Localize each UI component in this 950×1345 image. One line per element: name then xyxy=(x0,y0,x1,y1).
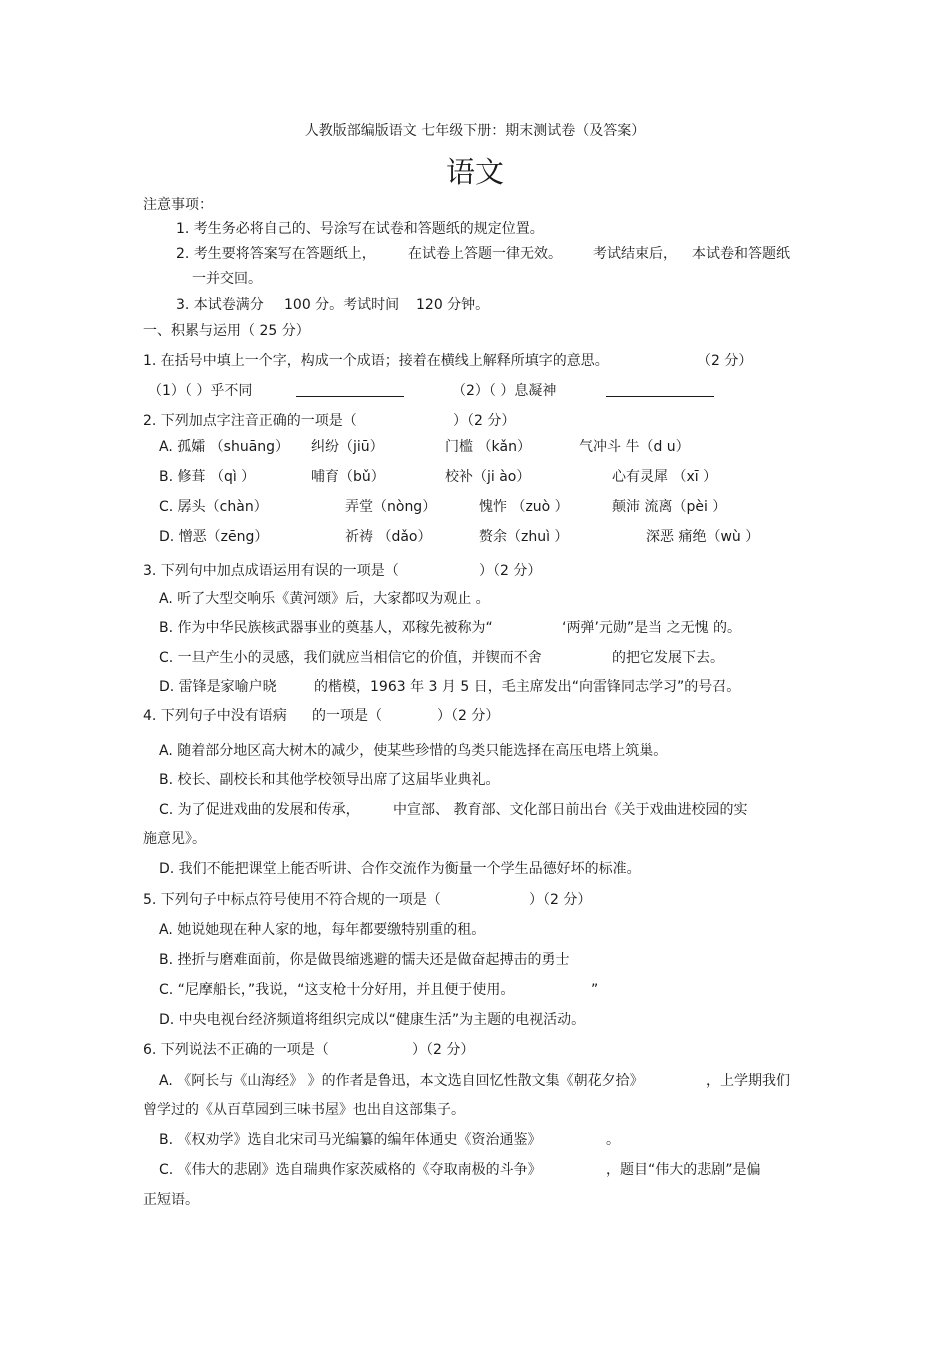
q2-option-a-4: 气冲斗 牛（d u） xyxy=(579,439,690,455)
note-2a: 2. 考生要将答案写在答题纸上， xyxy=(176,246,376,262)
q4-stem-1: 4. 下列句子中没有语病 xyxy=(143,708,287,724)
q2-option-d-1: D. 憎恶（zēng） xyxy=(159,529,269,545)
q2-score: ）（2 分） xyxy=(453,413,516,429)
q1-item1: （1）（ ）乎不同 xyxy=(148,383,253,399)
q4-score: ）（2 分） xyxy=(437,708,500,724)
q2-option-b-4: 心有灵犀 （xī ） xyxy=(612,469,718,485)
q2-option-b-1: B. 修葺 （qì ） xyxy=(159,469,256,485)
q5-option-a: A. 她说她现在种人家的地，每年都要缴特别重的租。 xyxy=(159,922,486,938)
note-2d: 本试卷和答题纸 xyxy=(692,246,790,262)
q3-option-b-2: ‘两弹’元勋”是当 之无愧 的。 xyxy=(562,620,742,636)
section-heading: 一、积累与运用（ 25 分） xyxy=(143,323,310,339)
q4-option-d: D. 我们不能把课堂上能否听讲、合作交流作为衡量一个学生品德好坏的标准。 xyxy=(159,861,641,877)
q2-option-c-4: 颠沛 流离（pèi ） xyxy=(612,499,727,515)
q4-option-c-3: 施意见》。 xyxy=(143,831,206,847)
note-2e: 一并交回。 xyxy=(192,271,262,287)
q2-option-d-2: 祈祷 （dǎo） xyxy=(345,529,432,545)
q2-option-a-2: 纠纷（jiū） xyxy=(311,439,384,455)
q3-option-d-1: D. 雷锋是家喻户晓 xyxy=(159,679,277,695)
q2-option-d-4: 深恶 痛绝（wù ） xyxy=(646,529,760,545)
q4-stem-2: 的一项是（ xyxy=(312,708,382,724)
q3-option-c-2: 的把它发展下去。 xyxy=(612,650,724,666)
q1-score: （2 分） xyxy=(697,353,753,369)
q3-option-a: A. 听了大型交响乐《黄河颂》后，大家都叹为观止 。 xyxy=(159,591,490,607)
q1-stem: 1. 在括号中填上一个字，构成一个成语；接着在横线上解释所填字的意思。 xyxy=(143,353,609,369)
note-3b: 100 分。考试时间 xyxy=(284,297,400,313)
q5-option-c-1: C. “尼摩船长，”我说，“这支枪十分好用，并且便于使用。 xyxy=(159,982,515,998)
q2-option-b-3: 校补（ji ào） xyxy=(445,469,531,485)
note-3a: 3. 本试卷满分 xyxy=(176,297,264,313)
q6-score: ）（2 分） xyxy=(412,1042,475,1058)
q3-option-c-1: C. 一旦产生小的灵感，我们就应当相信它的价值，并锲而不舍 xyxy=(159,650,542,666)
note-2b: 在试卷上答题一律无效。 xyxy=(408,246,562,262)
q2-option-a-3: 门槛 （kǎn） xyxy=(445,439,532,455)
note-1: 1. 考生务必将自己的、号涂写在试卷和答题纸的规定位置。 xyxy=(176,221,544,237)
q2-option-d-3: 赘余（zhuì ） xyxy=(479,529,569,545)
page-title: 语文 xyxy=(445,155,504,189)
q6-option-c-3: 正短语。 xyxy=(143,1192,199,1208)
q6-option-a-1: A. 《阿长与《山海经》 》的作者是鲁迅，本文选自回忆性散文集《朝花夕拾》 xyxy=(159,1073,644,1089)
exam-header: 人教版部编版语文 七年级下册：期末测试卷（及答案） xyxy=(304,123,646,139)
q4-option-c-2: 中宣部、 教育部、文化部日前出台《关于戏曲进校园的实 xyxy=(393,802,748,818)
q6-option-a-2: ，上学期我们 xyxy=(706,1073,790,1089)
q1-blank2[interactable] xyxy=(606,382,714,400)
q5-stem: 5. 下列句子中标点符号使用不符合规的一项是（ xyxy=(143,892,441,908)
q5-option-b: B. 挫折与磨难面前，你是做畏缩逃避的懦夫还是做奋起搏击的勇士 xyxy=(159,952,570,968)
q1-item2: （2）（ ）息凝神 xyxy=(452,383,557,399)
q1-blank1[interactable] xyxy=(296,382,404,400)
q6-option-c-2: ，题目“伟大的悲剧”是偏 xyxy=(606,1162,761,1178)
q4-option-b: B. 校长、副校长和其他学校领导出席了这届毕业典礼。 xyxy=(159,772,500,788)
note-3c: 120 分钟。 xyxy=(416,297,490,313)
q2-option-c-2: 弄堂（nòng） xyxy=(345,499,437,515)
q3-option-d-2: 的楷模，1963 年 3 月 5 日，毛主席发出“向雷锋同志学习”的号召。 xyxy=(314,679,741,695)
q3-stem: 3. 下列句中加点成语运用有误的一项是（ xyxy=(143,563,399,579)
q6-stem: 6. 下列说法不正确的一项是（ xyxy=(143,1042,329,1058)
q2-option-c-3: 愧怍 （zuò ） xyxy=(479,499,569,515)
q3-option-b-1: B. 作为中华民族核武器事业的奠基人，邓稼先被称为“ xyxy=(159,620,493,636)
q6-option-c-1: C. 《伟大的悲剧》选自瑞典作家茨威格的《夺取南极的斗争》 xyxy=(159,1162,542,1178)
q2-option-b-2: 哺育（bǔ） xyxy=(311,469,385,485)
q2-option-c-1: C. 孱头（chàn） xyxy=(159,499,268,515)
q3-score: ）（2 分） xyxy=(479,563,542,579)
q5-option-c-2: ” xyxy=(591,982,599,998)
q2-option-a-1: A. 孤孀 （shuāng） xyxy=(159,439,290,455)
q2-stem: 2. 下列加点字注音正确的一项是（ xyxy=(143,413,357,429)
q6-option-a-3: 曾学过的《从百草园到三味书屋》也出自这部集子。 xyxy=(143,1102,465,1118)
q4-option-a: A. 随着部分地区高大树木的减少，使某些珍惜的鸟类只能选择在高压电塔上筑巢。 xyxy=(159,743,668,759)
q5-option-d: D. 中央电视台经济频道将组织完成以“健康生活”为主题的电视活动。 xyxy=(159,1012,586,1028)
q6-option-b-1: B. 《权劝学》选自北宋司马光编纂的编年体通史《资治通鉴》 xyxy=(159,1132,542,1148)
q6-option-b-2: 。 xyxy=(606,1132,620,1148)
note-2c: 考试结束后， xyxy=(593,246,677,262)
q5-score: ）（2 分） xyxy=(529,892,592,908)
notes-heading: 注意事项： xyxy=(143,197,213,213)
q4-option-c-1: C. 为了促进戏曲的发展和传承， xyxy=(159,802,360,818)
